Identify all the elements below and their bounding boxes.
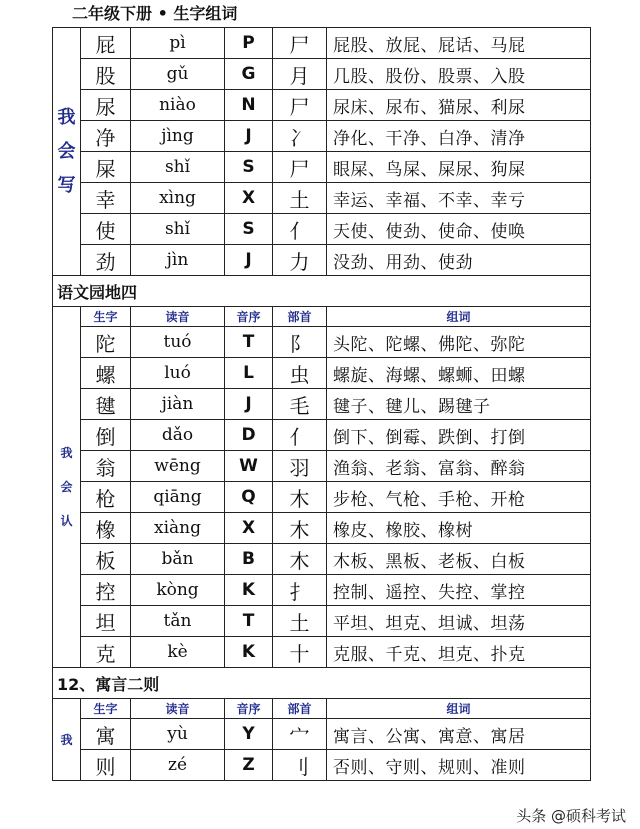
column-header-row xyxy=(53,699,591,719)
radical-cell: 羽 xyxy=(273,451,327,482)
group-label xyxy=(53,699,81,781)
pinyin-cell: niào xyxy=(131,90,225,121)
radical-cell: 冫 xyxy=(273,121,327,152)
radical-cell: 亻 xyxy=(273,420,327,451)
words-cell: 否则、守则、规则、准则 xyxy=(327,750,591,781)
index-letter-cell: Z xyxy=(225,750,273,781)
table-row xyxy=(53,420,591,451)
words-cell: 没劲、用劲、使劲 xyxy=(327,245,591,276)
radical-cell: 宀 xyxy=(273,719,327,750)
group-label-char: 会 xyxy=(57,140,76,162)
table-row xyxy=(53,606,591,637)
index-letter-cell: Y xyxy=(225,719,273,750)
radical-cell: 力 xyxy=(273,245,327,276)
words-cell: 眼屎、鸟屎、屎尿、狗屎 xyxy=(327,152,591,183)
pinyin-cell: tǎn xyxy=(131,606,225,637)
index-letter-cell: N xyxy=(225,90,273,121)
group-label-char: 写 xyxy=(57,174,76,196)
radical-cell: 毛 xyxy=(273,389,327,420)
header-pinyin: 读音 xyxy=(131,699,225,719)
header-index: 音序 xyxy=(225,699,273,719)
column-header-row xyxy=(53,307,591,327)
pinyin-cell: xìng xyxy=(131,183,225,214)
character-cell: 枪 xyxy=(81,482,131,513)
character-cell: 翁 xyxy=(81,451,131,482)
index-letter-cell: T xyxy=(225,606,273,637)
pinyin-cell: xiàng xyxy=(131,513,225,544)
pinyin-cell: shǐ xyxy=(131,152,225,183)
words-cell: 渔翁、老翁、富翁、醉翁 xyxy=(327,451,591,482)
table-row xyxy=(53,750,591,781)
group-label xyxy=(53,307,81,668)
table-row xyxy=(53,121,591,152)
pinyin-cell: kòng xyxy=(131,575,225,606)
pinyin-cell: dǎo xyxy=(131,420,225,451)
table-row xyxy=(53,214,591,245)
character-cell: 使 xyxy=(81,214,131,245)
words-cell: 几股、股份、股票、入股 xyxy=(327,59,591,90)
vocab-table-body xyxy=(53,28,591,781)
table-row xyxy=(53,152,591,183)
group-label-char: 认 xyxy=(60,514,73,528)
table-row xyxy=(53,451,591,482)
group-label-char: 我 xyxy=(57,106,76,128)
pinyin-cell: jìn xyxy=(131,245,225,276)
header-pinyin: 读音 xyxy=(131,307,225,327)
index-letter-cell: X xyxy=(225,183,273,214)
table-row xyxy=(53,183,591,214)
character-cell: 陀 xyxy=(81,327,131,358)
radical-cell: 木 xyxy=(273,513,327,544)
index-letter-cell: S xyxy=(225,152,273,183)
section-title-row xyxy=(53,668,591,699)
index-letter-cell: L xyxy=(225,358,273,389)
pinyin-cell: pì xyxy=(131,28,225,59)
pinyin-cell: shǐ xyxy=(131,214,225,245)
pinyin-cell: gǔ xyxy=(131,59,225,90)
words-cell: 毽子、毽儿、踢毽子 xyxy=(327,389,591,420)
header-index: 音序 xyxy=(225,307,273,327)
words-cell: 步枪、气枪、手枪、开枪 xyxy=(327,482,591,513)
words-cell: 头陀、陀螺、佛陀、弥陀 xyxy=(327,327,591,358)
index-letter-cell: W xyxy=(225,451,273,482)
table-row xyxy=(53,513,591,544)
radical-cell: 木 xyxy=(273,544,327,575)
group-label-char: 我 xyxy=(60,446,73,460)
words-cell: 木板、黑板、老板、白板 xyxy=(327,544,591,575)
pinyin-cell: bǎn xyxy=(131,544,225,575)
pinyin-cell: wēng xyxy=(131,451,225,482)
header-radical: 部首 xyxy=(273,699,327,719)
words-cell: 尿床、尿布、猫尿、利尿 xyxy=(327,90,591,121)
character-cell: 寓 xyxy=(81,719,131,750)
words-cell: 克服、千克、坦克、扑克 xyxy=(327,637,591,668)
table-row xyxy=(53,358,591,389)
character-cell: 板 xyxy=(81,544,131,575)
character-cell: 幸 xyxy=(81,183,131,214)
pinyin-cell: yù xyxy=(131,719,225,750)
table-row xyxy=(53,59,591,90)
pinyin-cell: jiàn xyxy=(131,389,225,420)
index-letter-cell: T xyxy=(225,327,273,358)
radical-cell: 土 xyxy=(273,183,327,214)
character-cell: 则 xyxy=(81,750,131,781)
header-char: 生字 xyxy=(81,699,131,719)
header-char: 生字 xyxy=(81,307,131,327)
table-row xyxy=(53,482,591,513)
index-letter-cell: J xyxy=(225,245,273,276)
table-row xyxy=(53,327,591,358)
words-cell: 橡皮、橡胶、橡树 xyxy=(327,513,591,544)
character-cell: 毽 xyxy=(81,389,131,420)
index-letter-cell: G xyxy=(225,59,273,90)
words-cell: 净化、干净、白净、清净 xyxy=(327,121,591,152)
header-words: 组词 xyxy=(327,307,591,327)
pinyin-cell: zé xyxy=(131,750,225,781)
radical-cell: 月 xyxy=(273,59,327,90)
words-cell: 倒下、倒霉、跌倒、打倒 xyxy=(327,420,591,451)
table-row xyxy=(53,637,591,668)
vocab-table xyxy=(52,27,591,781)
index-letter-cell: D xyxy=(225,420,273,451)
page-title: 二年级下册 • 生字组词 xyxy=(72,4,238,23)
index-letter-cell: K xyxy=(225,575,273,606)
words-cell: 天使、使劲、使命、使唤 xyxy=(327,214,591,245)
index-letter-cell: J xyxy=(225,121,273,152)
character-cell: 橡 xyxy=(81,513,131,544)
character-cell: 屁 xyxy=(81,28,131,59)
index-letter-cell: S xyxy=(225,214,273,245)
header-radical: 部首 xyxy=(273,307,327,327)
group-label xyxy=(53,28,81,276)
index-letter-cell: Q xyxy=(225,482,273,513)
radical-cell: 扌 xyxy=(273,575,327,606)
radical-cell: 阝 xyxy=(273,327,327,358)
character-cell: 屎 xyxy=(81,152,131,183)
character-cell: 倒 xyxy=(81,420,131,451)
character-cell: 坦 xyxy=(81,606,131,637)
pinyin-cell: qiāng xyxy=(131,482,225,513)
index-letter-cell: K xyxy=(225,637,273,668)
watermark: 头条 @硕科考试 xyxy=(512,805,630,827)
character-cell: 控 xyxy=(81,575,131,606)
table-row xyxy=(53,90,591,121)
section-title: 语文园地四 xyxy=(53,276,591,307)
character-cell: 股 xyxy=(81,59,131,90)
words-cell: 寓言、公寓、寓意、寓居 xyxy=(327,719,591,750)
table-row xyxy=(53,28,591,59)
words-cell: 控制、遥控、失控、掌控 xyxy=(327,575,591,606)
table-row xyxy=(53,389,591,420)
pinyin-cell: kè xyxy=(131,637,225,668)
radical-cell: 尸 xyxy=(273,28,327,59)
character-cell: 劲 xyxy=(81,245,131,276)
index-letter-cell: B xyxy=(225,544,273,575)
radical-cell: 亻 xyxy=(273,214,327,245)
vocab-table-container xyxy=(52,27,590,781)
pinyin-cell: tuó xyxy=(131,327,225,358)
character-cell: 净 xyxy=(81,121,131,152)
index-letter-cell: X xyxy=(225,513,273,544)
group-label-char: 会 xyxy=(60,480,73,494)
radical-cell: 土 xyxy=(273,606,327,637)
pinyin-cell: jìng xyxy=(131,121,225,152)
radical-cell: 虫 xyxy=(273,358,327,389)
table-row xyxy=(53,719,591,750)
radical-cell: 十 xyxy=(273,637,327,668)
pinyin-cell: luó xyxy=(131,358,225,389)
radical-cell: 尸 xyxy=(273,152,327,183)
group-label-char: 我 xyxy=(60,732,73,747)
radical-cell: 刂 xyxy=(273,750,327,781)
index-letter-cell: P xyxy=(225,28,273,59)
section-title-row xyxy=(53,276,591,307)
table-row xyxy=(53,575,591,606)
table-row xyxy=(53,245,591,276)
radical-cell: 尸 xyxy=(273,90,327,121)
index-letter-cell: J xyxy=(225,389,273,420)
character-cell: 尿 xyxy=(81,90,131,121)
header-words: 组词 xyxy=(327,699,591,719)
character-cell: 螺 xyxy=(81,358,131,389)
words-cell: 幸运、幸福、不幸、幸亏 xyxy=(327,183,591,214)
section-title: 12、寓言二则 xyxy=(53,668,591,699)
words-cell: 屁股、放屁、屁话、马屁 xyxy=(327,28,591,59)
words-cell: 螺旋、海螺、螺蛳、田螺 xyxy=(327,358,591,389)
table-row xyxy=(53,544,591,575)
radical-cell: 木 xyxy=(273,482,327,513)
words-cell: 平坦、坦克、坦诚、坦荡 xyxy=(327,606,591,637)
character-cell: 克 xyxy=(81,637,131,668)
